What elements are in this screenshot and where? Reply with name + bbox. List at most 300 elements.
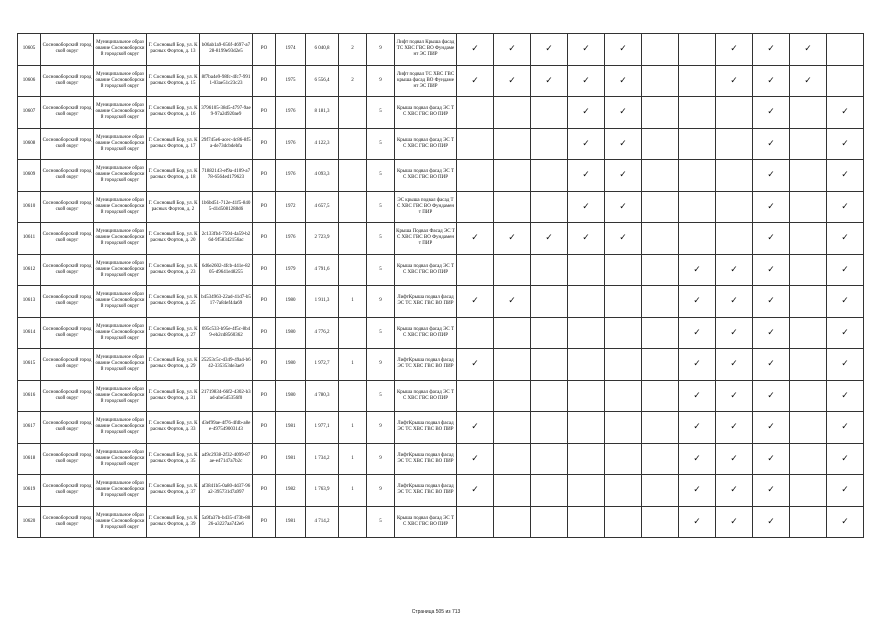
works-list-cell: Лифт подвал Крыша фасад ТС ХВС ГВС ВО Фундамент ЭС ПИР [395,34,457,66]
work-column-7-cell [679,349,716,381]
work-column-4-cell [568,65,605,97]
checkmark-icon: ✓ [841,201,849,212]
work-column-1-cell [457,160,494,192]
work-column-4-cell [568,349,605,381]
address-cell: Г. Сосновый Бор, ул. Красных Фортов, д. 16 [147,97,200,129]
fund-form-cell: РО [253,254,276,286]
floors-cell: 5 [367,191,395,223]
works-list-cell: Крыша подвал фасад ЭС ТС ХВС ГВС ВО ПИР [395,254,457,286]
work-column-5-cell [605,380,642,412]
checkmark-icon: ✓ [619,75,627,86]
work-column-6-cell [642,223,679,255]
area-cell: 4 657,5 [306,191,339,223]
works-list-cell: ЛифтКрыша подвал фасад ЭС ТС ХВС ГВС ВО ПИР [395,412,457,444]
checkmark-icon: ✓ [693,453,701,464]
floors-cell: 5 [367,97,395,129]
area-cell: 4 776,2 [306,317,339,349]
work-column-1-cell [457,65,494,97]
municipality-cell: Муниципальное образование Сосновоборский городской округ [94,475,147,507]
work-column-3-cell [531,223,568,255]
checkmark-icon: ✓ [841,107,849,118]
work-column-10-cell [790,317,827,349]
checkmark-icon: ✓ [471,453,479,464]
checkmark-icon: ✓ [582,233,590,244]
checkmark-icon: ✓ [767,485,775,496]
work-column-5-cell [605,317,642,349]
work-column-8-cell [716,412,753,444]
checkmark-icon: ✓ [508,75,516,86]
fund-form-cell: РО [253,380,276,412]
table-row [18,349,864,381]
work-column-9-cell [753,223,790,255]
housing-register-table [17,33,864,538]
work-column-2-cell [494,191,531,223]
checkmark-icon: ✓ [582,201,590,212]
area-cell: 4 093,3 [306,160,339,192]
checkmark-icon: ✓ [619,233,627,244]
house-code-cell: 29f745e6-acec-4c86-8f5a-de73dcbdebfa [200,128,253,160]
work-column-11-cell [827,506,864,538]
work-column-6-cell [642,380,679,412]
house-code-cell: 21719834-66f2-4302-b3ad-abe5d5356f0 [200,380,253,412]
checkmark-icon: ✓ [767,44,775,55]
fund-form-cell: РО [253,317,276,349]
work-column-8-cell [716,34,753,66]
work-column-5-cell [605,475,642,507]
floors-cell: 9 [367,443,395,475]
house-code-cell: d3ef99ae-4f76-4fdb-a8ee-497549003143 [200,412,253,444]
work-column-6-cell [642,443,679,475]
work-column-5-cell [605,223,642,255]
lifts-count-cell: 2 [339,65,367,97]
district-cell: Сосновоборский городской округ [41,128,94,160]
district-cell: Сосновоборский городской округ [41,317,94,349]
district-cell: Сосновоборский городской округ [41,34,94,66]
area-cell: 1 763,9 [306,475,339,507]
work-column-1-cell [457,254,494,286]
floors-cell: 9 [367,65,395,97]
work-column-3-cell [531,506,568,538]
work-column-10-cell [790,128,827,160]
work-column-2-cell [494,97,531,129]
row-id-cell: 10609 [18,160,41,192]
municipality-cell: Муниципальное образование Сосновоборский городской округ [94,380,147,412]
work-column-7-cell [679,223,716,255]
table-row [18,191,864,223]
work-column-3-cell [531,317,568,349]
lifts-count-cell [339,506,367,538]
district-cell: Сосновоборский городской округ [41,380,94,412]
work-column-5-cell [605,286,642,318]
district-cell: Сосновоборский городской округ [41,254,94,286]
work-column-7-cell [679,160,716,192]
fund-form-cell: РО [253,349,276,381]
lifts-count-cell: 2 [339,34,367,66]
checkmark-icon: ✓ [693,390,701,401]
checkmark-icon: ✓ [841,453,849,464]
work-column-3-cell [531,65,568,97]
fund-form-cell: РО [253,286,276,318]
checkmark-icon: ✓ [582,107,590,118]
work-column-6-cell [642,97,679,129]
work-column-2-cell [494,34,531,66]
build-year-cell: 1979 [276,254,306,286]
row-id-cell: 10616 [18,380,41,412]
table-row [18,160,864,192]
work-column-5-cell [605,506,642,538]
work-column-8-cell [716,506,753,538]
checkmark-icon: ✓ [767,516,775,527]
work-column-9-cell [753,317,790,349]
area-cell: 1 734,2 [306,443,339,475]
floors-cell: 9 [367,412,395,444]
row-id-cell: 10620 [18,506,41,538]
row-id-cell: 10605 [18,34,41,66]
work-column-11-cell [827,254,864,286]
document-table-wrapper [17,33,864,538]
work-column-5-cell [605,128,642,160]
work-column-7-cell [679,506,716,538]
work-column-8-cell [716,223,753,255]
floors-cell: 5 [367,254,395,286]
work-column-9-cell [753,443,790,475]
lifts-count-cell: 1 [339,475,367,507]
floors-cell: 5 [367,506,395,538]
area-cell: 2 723,9 [306,223,339,255]
floors-cell: 5 [367,380,395,412]
works-list-cell: ЭС крыша подвал фасад ТС ХВС ГВС ВО Фундамент ПИР [395,191,457,223]
work-column-8-cell [716,475,753,507]
checkmark-icon: ✓ [841,327,849,338]
address-cell: Г. Сосновый Бор, ул. Красных Фортов, д. 13 [147,34,200,66]
checkmark-icon: ✓ [841,390,849,401]
work-column-11-cell [827,317,864,349]
lifts-count-cell: 1 [339,286,367,318]
checkmark-icon: ✓ [471,233,479,244]
work-column-11-cell [827,412,864,444]
fund-form-cell: РО [253,191,276,223]
checkmark-icon: ✓ [730,422,738,433]
checkmark-icon: ✓ [767,75,775,86]
house-code-cell: 5a9fa37b-b435-473b-8026-a3227aa742e6 [200,506,253,538]
work-column-9-cell [753,286,790,318]
work-column-3-cell [531,349,568,381]
build-year-cell: 1980 [276,317,306,349]
work-column-5-cell [605,254,642,286]
checkmark-icon: ✓ [693,422,701,433]
row-id-cell: 10617 [18,412,41,444]
checkmark-icon: ✓ [730,44,738,55]
district-cell: Сосновоборский городской округ [41,443,94,475]
work-column-10-cell [790,380,827,412]
page-number-footer: Страница 505 из 713 [411,609,461,615]
work-column-4-cell [568,380,605,412]
address-cell: Г. Сосновый Бор, ул. Красных Фортов, д. 27 [147,317,200,349]
fund-form-cell: РО [253,128,276,160]
work-column-11-cell [827,443,864,475]
work-column-1-cell [457,443,494,475]
work-column-10-cell [790,412,827,444]
work-column-3-cell [531,443,568,475]
work-column-11-cell [827,128,864,160]
checkmark-icon: ✓ [508,44,516,55]
checkmark-icon: ✓ [471,359,479,370]
checkmark-icon: ✓ [508,233,516,244]
work-column-1-cell [457,223,494,255]
checkmark-icon: ✓ [471,296,479,307]
district-cell: Сосновоборский городской округ [41,286,94,318]
work-column-10-cell [790,160,827,192]
floors-cell: 5 [367,317,395,349]
work-column-9-cell [753,160,790,192]
checkmark-icon: ✓ [841,170,849,181]
row-id-cell: 10611 [18,223,41,255]
work-column-1-cell [457,475,494,507]
municipality-cell: Муниципальное образование Сосновоборский городской округ [94,412,147,444]
address-cell: Г. Сосновый Бор, ул. Красных Фортов, д. 2 [147,191,200,223]
checkmark-icon: ✓ [767,138,775,149]
work-column-11-cell [827,286,864,318]
floors-cell: 9 [367,475,395,507]
row-id-cell: 10606 [18,65,41,97]
checkmark-icon: ✓ [730,327,738,338]
lifts-count-cell [339,254,367,286]
work-column-8-cell [716,160,753,192]
district-cell: Сосновоборский городской округ [41,65,94,97]
address-cell: Г. Сосновый Бор, ул. Красных Фортов, д. 18 [147,160,200,192]
work-column-10-cell [790,191,827,223]
work-column-7-cell [679,412,716,444]
work-column-4-cell [568,506,605,538]
checkmark-icon: ✓ [767,233,775,244]
municipality-cell: Муниципальное образование Сосновоборский городской округ [94,349,147,381]
checkmark-icon: ✓ [545,44,553,55]
fund-form-cell: РО [253,97,276,129]
checkmark-icon: ✓ [730,359,738,370]
checkmark-icon: ✓ [693,485,701,496]
checkmark-icon: ✓ [619,44,627,55]
address-cell: Г. Сосновый Бор, ул. Красных Фортов, д. 37 [147,475,200,507]
lifts-count-cell [339,317,367,349]
table-row [18,475,864,507]
table-row [18,128,864,160]
checkmark-icon: ✓ [804,75,812,86]
build-year-cell: 1974 [276,34,306,66]
build-year-cell: 1981 [276,412,306,444]
work-column-6-cell [642,254,679,286]
work-column-9-cell [753,412,790,444]
house-code-cell: 1b6bd51-712e-41f5-8405-d1d5081288d6 [200,191,253,223]
work-column-7-cell [679,65,716,97]
works-list-cell: Крыша подвал фасад ЭС ТС ХВС ГВС ВО ПИР [395,160,457,192]
work-column-9-cell [753,128,790,160]
checkmark-icon: ✓ [508,296,516,307]
area-cell: 6 556,4 [306,65,339,97]
checkmark-icon: ✓ [545,75,553,86]
lifts-count-cell [339,160,367,192]
work-column-10-cell [790,506,827,538]
municipality-cell: Муниципальное образование Сосновоборский городской округ [94,443,147,475]
checkmark-icon: ✓ [730,296,738,307]
work-column-8-cell [716,443,753,475]
work-column-2-cell [494,128,531,160]
checkmark-icon: ✓ [582,44,590,55]
work-column-9-cell [753,34,790,66]
checkmark-icon: ✓ [619,170,627,181]
work-column-11-cell [827,380,864,412]
municipality-cell: Муниципальное образование Сосновоборский городской округ [94,506,147,538]
checkmark-icon: ✓ [841,138,849,149]
checkmark-icon: ✓ [693,327,701,338]
table-row [18,97,864,129]
house-code-cell: b06ab1a9-656f-4697-a728-8199e93d2e5 [200,34,253,66]
checkmark-icon: ✓ [841,233,849,244]
municipality-cell: Муниципальное образование Сосновоборский городской округ [94,160,147,192]
work-column-7-cell [679,443,716,475]
district-cell: Сосновоборский городской округ [41,349,94,381]
work-column-4-cell [568,34,605,66]
fund-form-cell: РО [253,506,276,538]
row-id-cell: 10608 [18,128,41,160]
build-year-cell: 1976 [276,128,306,160]
district-cell: Сосновоборский городской округ [41,160,94,192]
municipality-cell: Муниципальное образование Сосновоборский городской округ [94,34,147,66]
table-row [18,506,864,538]
checkmark-icon: ✓ [730,75,738,86]
work-column-4-cell [568,191,605,223]
house-code-cell: a49c2938-2f32-4099-87ae-e47147a7b2c [200,443,253,475]
table-row [18,223,864,255]
checkmark-icon: ✓ [582,75,590,86]
floors-cell: 9 [367,34,395,66]
checkmark-icon: ✓ [767,390,775,401]
work-column-11-cell [827,160,864,192]
build-year-cell: 1981 [276,443,306,475]
checkmark-icon: ✓ [767,201,775,212]
work-column-2-cell [494,286,531,318]
municipality-cell: Муниципальное образование Сосновоборский городской округ [94,286,147,318]
work-column-1-cell [457,349,494,381]
checkmark-icon: ✓ [471,75,479,86]
house-code-cell: af3841b5-0a80-4d37-96a2-395731d7a997 [200,475,253,507]
checkmark-icon: ✓ [767,170,775,181]
area-cell: 4 780,3 [306,380,339,412]
work-column-3-cell [531,97,568,129]
house-code-cell: 25253c5c-d349-49a4-b642-335353de3ae9 [200,349,253,381]
work-column-7-cell [679,254,716,286]
floors-cell: 5 [367,160,395,192]
checkmark-icon: ✓ [619,201,627,212]
work-column-10-cell [790,34,827,66]
checkmark-icon: ✓ [804,44,812,55]
work-column-6-cell [642,191,679,223]
table-body [18,34,864,538]
work-column-6-cell [642,412,679,444]
district-cell: Сосновоборский городской округ [41,412,94,444]
house-code-cell: b4534963-22ad-41d7-b517-7a84ef44a69 [200,286,253,318]
work-column-9-cell [753,349,790,381]
build-year-cell: 1982 [276,475,306,507]
work-column-11-cell [827,34,864,66]
work-column-5-cell [605,191,642,223]
area-cell: 4 122,3 [306,128,339,160]
work-column-6-cell [642,475,679,507]
floors-cell: 5 [367,128,395,160]
work-column-7-cell [679,475,716,507]
address-cell: Г. Сосновый Бор, ул. Красных Фортов, д. 17 [147,128,200,160]
checkmark-icon: ✓ [767,296,775,307]
house-code-cell: 8f7ba4e9-98fc-4fc7-9911-03ae51c23c23 [200,65,253,97]
municipality-cell: Муниципальное образование Сосновоборский городской округ [94,223,147,255]
work-column-9-cell [753,506,790,538]
work-column-10-cell [790,349,827,381]
district-cell: Сосновоборский городской округ [41,506,94,538]
work-column-7-cell [679,97,716,129]
work-column-2-cell [494,317,531,349]
work-column-9-cell [753,475,790,507]
work-column-2-cell [494,160,531,192]
work-column-11-cell [827,191,864,223]
area-cell: 1 977,1 [306,412,339,444]
address-cell: Г. Сосновый Бор, ул. Красных Фортов, д. 20 [147,223,200,255]
works-list-cell: Крыша подвал фасад ЭС ТС ХВС ГВС ВО ПИР [395,506,457,538]
checkmark-icon: ✓ [693,264,701,275]
floors-cell: 9 [367,286,395,318]
house-code-cell: 695c533-b95e-4f5c-8b49-eb2cd8560362 [200,317,253,349]
works-list-cell: ЛифтКрыша подвал фасад ЭС ТС ХВС ГВС ВО ПИР [395,475,457,507]
floors-cell: 5 [367,223,395,255]
work-column-4-cell [568,160,605,192]
work-column-8-cell [716,317,753,349]
municipality-cell: Муниципальное образование Сосновоборский городской округ [94,65,147,97]
works-list-cell: Крыша подвал фасад ЭС ТС ХВС ГВС ВО ПИР [395,128,457,160]
work-column-1-cell [457,317,494,349]
work-column-2-cell [494,475,531,507]
checkmark-icon: ✓ [841,485,849,496]
area-cell: 1 972,7 [306,349,339,381]
build-year-cell: 1981 [276,506,306,538]
table-row [18,65,864,97]
works-list-cell: Лифт подвал ТС ХВС ГВС крыша фасад ВО Фундамент ЭС ПИР [395,65,457,97]
work-column-6-cell [642,34,679,66]
checkmark-icon: ✓ [730,390,738,401]
checkmark-icon: ✓ [730,485,738,496]
row-id-cell: 10615 [18,349,41,381]
work-column-4-cell [568,412,605,444]
build-year-cell: 1980 [276,380,306,412]
municipality-cell: Муниципальное образование Сосновоборский городской округ [94,254,147,286]
work-column-7-cell [679,34,716,66]
house-code-cell: 3796105-38d5-4797-9ae9-97a2d920ae9 [200,97,253,129]
work-column-10-cell [790,443,827,475]
work-column-8-cell [716,128,753,160]
lifts-count-cell: 1 [339,349,367,381]
table-row [18,412,864,444]
work-column-3-cell [531,34,568,66]
work-column-1-cell [457,286,494,318]
work-column-9-cell [753,65,790,97]
table-row [18,380,864,412]
checkmark-icon: ✓ [730,264,738,275]
table-row [18,254,864,286]
work-column-7-cell [679,128,716,160]
work-column-8-cell [716,286,753,318]
district-cell: Сосновоборский городской округ [41,475,94,507]
work-column-5-cell [605,97,642,129]
build-year-cell: 1980 [276,349,306,381]
lifts-count-cell [339,223,367,255]
work-column-9-cell [753,191,790,223]
